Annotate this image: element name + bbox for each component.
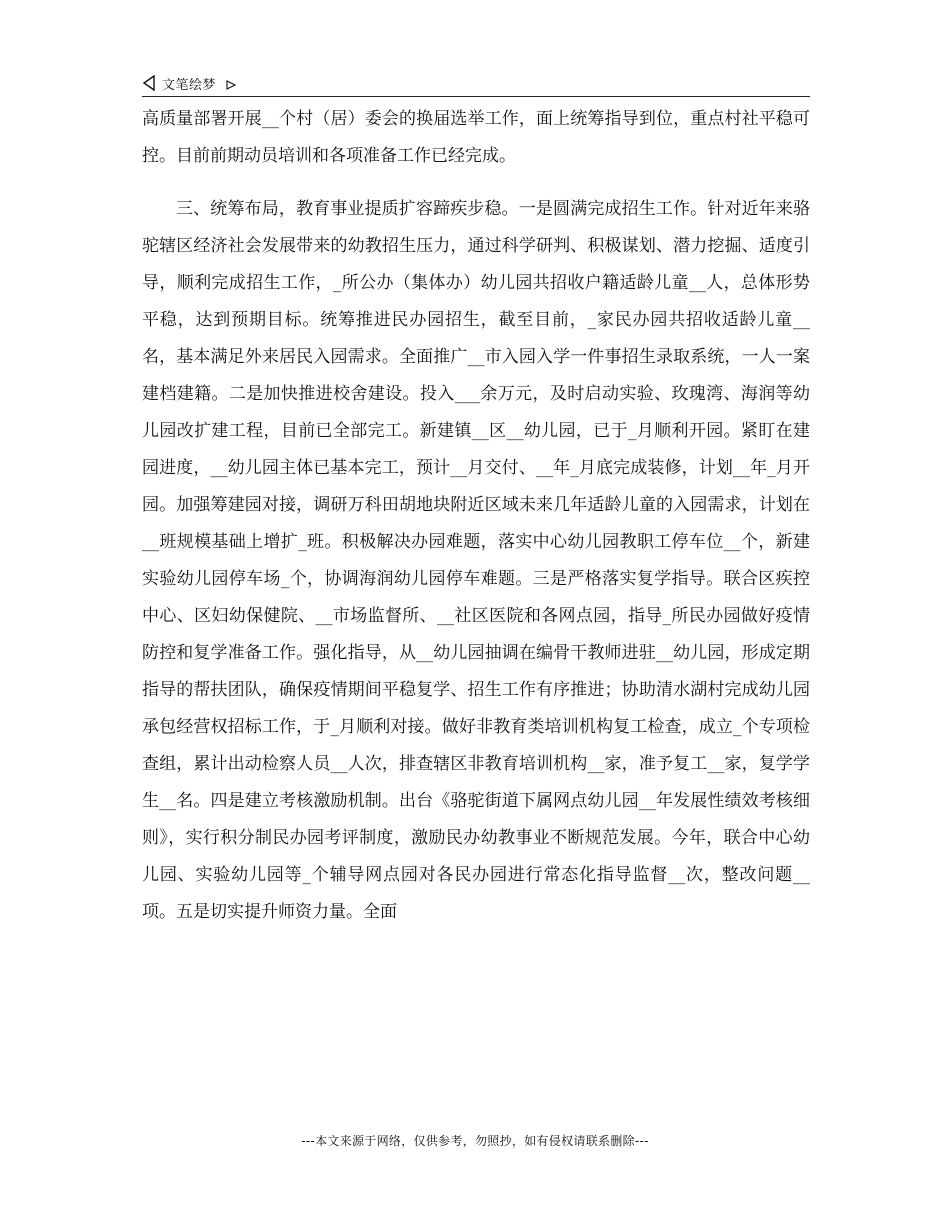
header-divider bbox=[142, 96, 810, 97]
brand-name: 文笔绘梦 bbox=[162, 77, 217, 93]
body-paragraph: 三、统筹布局，教育事业提质扩容蹄疾步稳。一是圆满完成招生工作。针对近年来骆驼辖区经济社会发展带来的幼教招生压力，通过科学研判、积极谋划、潜力挖掘、适度引导，顺利完成招生工作，_所公办（集体办）幼儿园共招收户籍适龄儿童__人，总体形势平稳，达到预期目标。统筹推进民办园招生，截至目前，_家民办园共招收适龄儿童__名，基本满足外来居民入园需求。全面推广__市入园入学一件事招生录取系统，一人一案建档建籍。二是加快推进校舍建设。投入___余万元，及时启动实验、玫瑰湾、海润等幼儿园改扩建工程，目前已全部完工。新建镇__区__幼儿园，已于_月顺利开园。紧盯在建园进度，__幼儿园主体已基本完工，预计__月交付、__年_月底完成装修，计划__年_月开园。加强筹建园对接，调研万科田胡地块附近区域未来几年适龄儿童的入园需求，计划在__班规模基础上增扩_班。积极解决办园难题，落实中心幼儿园教职工停车位__个，新建实验幼儿园停车场_个，协调海润幼儿园停车难题。三是严格落实复学指导。联合区疾控中心、区妇幼保健院、__市场监督所、__社区医院和各网点园，指导_所民办园做好疫情防控和复学准备工作。强化指导，从__幼儿园抽调在编骨干教师进驻__幼儿园，形成定期指导的帮扶团队，确保疫情期间平稳复学、招生工作有序推进；协助清水湖村完成幼儿园承包经营权招标工作，于_月顺利对接。做好非教育类培训机构复工检查，成立_个专项检查组，累计出动检察人员__人次，排查辖区非教育培训机构__家，准予复工__家，复学学生__名。四是建立考核激励机制。出台《骆驼街道下属网点幼儿园__年发展性绩效考核细则》，实行积分制民办园考评制度，激励民办幼教事业不断规范发展。今年，联合中心幼儿园、实验幼儿园等_个辅导网点园对各民办园进行常态化指导监督__次，整改问题__项。五是切实提升师资力量。全面 bbox=[142, 199, 810, 922]
page-header bbox=[142, 72, 810, 94]
triangle-left-outline-icon bbox=[142, 75, 156, 91]
triangle-right-outline-icon bbox=[226, 75, 236, 85]
body-paragraph: 高质量部署开展__个村（居）委会的换届选举工作，面上统筹指导到位，重点村社平稳可控。目前前期动员培训和各项准备工作已经完成。 bbox=[142, 109, 810, 166]
footer-disclaimer: ---本文来源于网络，仅供参考，勿照抄，如有侵权请联系删除--- bbox=[301, 1134, 649, 1148]
document-body bbox=[142, 101, 810, 931]
